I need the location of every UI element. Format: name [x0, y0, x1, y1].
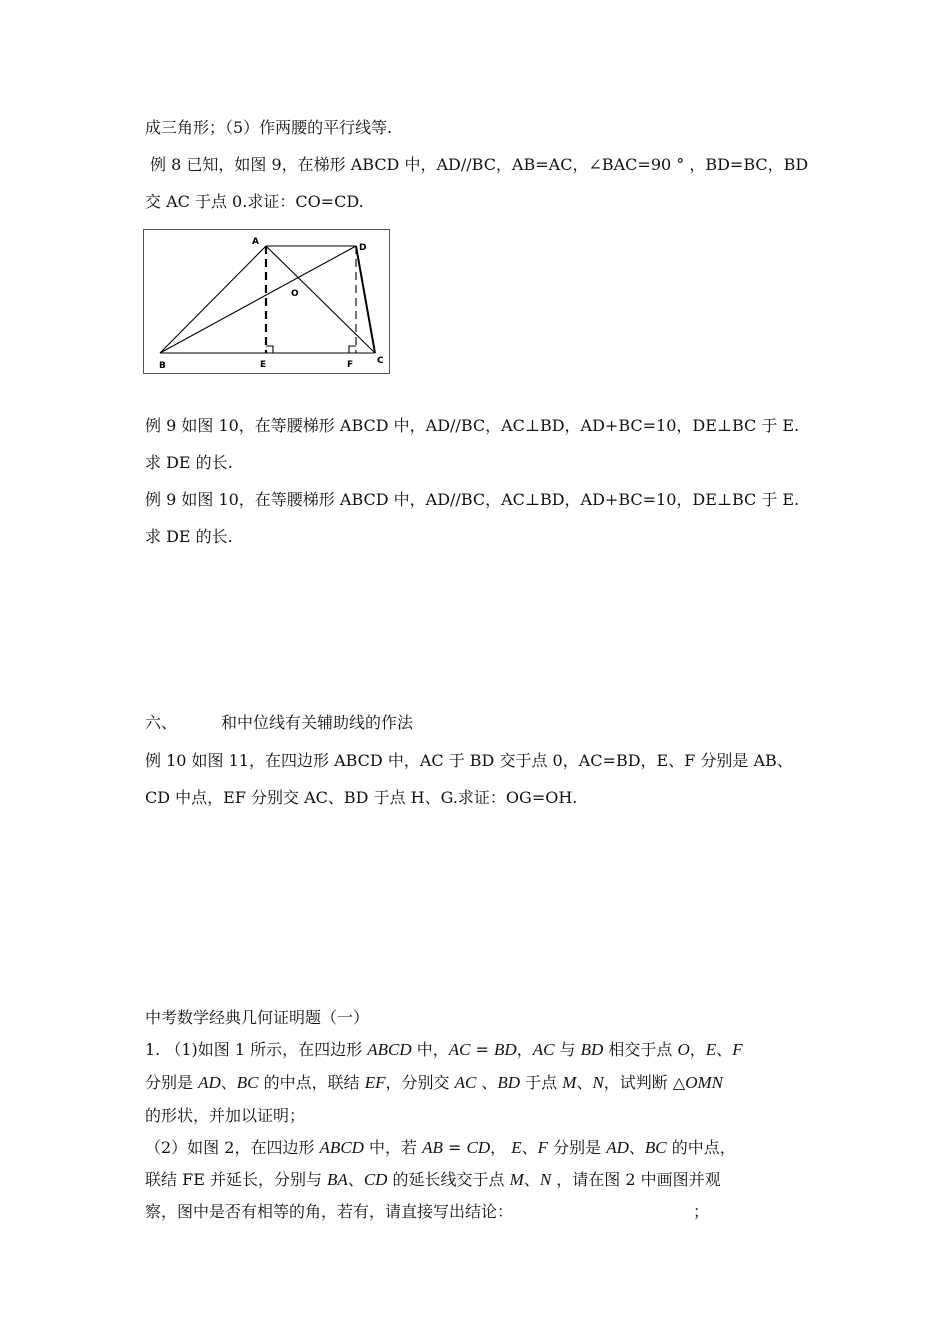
- question-1-line-1: 1. （1)如图 1 所示，在四边形 ABCD 中，AC = BD，AC 与 BD 相交于点 O，E、F: [145, 1040, 743, 1059]
- label-b: B: [159, 361, 166, 371]
- section-title: 中考数学经典几何证明题（一）: [145, 1008, 370, 1027]
- figure-9: [143, 229, 390, 374]
- question-1-line-2: 分别是 AD、BC 的中点，联结 EF，分别交 AC 、BD 于点 M、N，试判断 △OMN: [145, 1073, 723, 1092]
- example-8-line-1: 例 8 已知，如图 9，在梯形 ABCD 中，AD//BC，AB=AC，∠BAC=90 ° ，BD=BC，BD: [150, 155, 809, 174]
- question-2-line-1: （2）如图 2，在四边形 ABCD 中，若 AB = CD， E、F 分别是 AD、BC 的中点，: [145, 1138, 736, 1157]
- section-6-heading: [145, 713, 413, 733]
- example-8-line-2: 交 AC 于点 0.求证：CO=CD.: [145, 192, 364, 211]
- example-9-line-1: 例 9 如图 10，在等腰梯形 ABCD 中，AD//BC，AC⊥BD，AD+BC=10，DE⊥BC 于 E.: [145, 416, 800, 435]
- text-line: 成三角形；（5）作两腰的平行线等.: [145, 118, 393, 137]
- right-angle-f: [349, 346, 356, 353]
- label-o: O: [291, 289, 299, 299]
- question-1-line-3: 的形状，并加以证明；: [145, 1106, 306, 1125]
- label-a: A: [252, 237, 259, 247]
- example-9-repeat-line-2: 求 DE 的长.: [145, 527, 233, 546]
- example-9-repeat-line-1: 例 9 如图 10，在等腰梯形 ABCD 中，AD//BC，AC⊥BD，AD+BC=10，DE⊥BC 于 E.: [145, 490, 800, 509]
- label-d: D: [359, 243, 367, 253]
- label-e: E: [260, 360, 267, 370]
- label-f: F: [347, 360, 354, 370]
- question-2-line-2: 联结 FE 并延长，分别与 BA、CD 的延长线交于点 M、N ，请在图 2 中画图并观: [145, 1170, 721, 1189]
- label-c: C: [377, 356, 384, 366]
- example-9-line-2: 求 DE 的长.: [145, 453, 233, 472]
- section-6-number: 六、: [145, 713, 178, 732]
- example-10-line-2: CD 中点，EF 分别交 AC、BD 于点 H、G.求证：OG=OH.: [145, 788, 578, 807]
- section-6-title: 和中位线有关辅助线的作法: [221, 713, 414, 732]
- question-2-line-3: 察，图中是否有相等的角，若有，请直接写出结论： ；: [145, 1202, 710, 1221]
- figure-9-diagram: [144, 230, 389, 373]
- segment-ab: [160, 246, 266, 353]
- segment-bd: [160, 246, 356, 353]
- example-10-line-1: 例 10 如图 11，在四边形 ABCD 中，AC 于 BD 交于点 0，AC=BD，E、F 分别是 AB、: [145, 751, 793, 770]
